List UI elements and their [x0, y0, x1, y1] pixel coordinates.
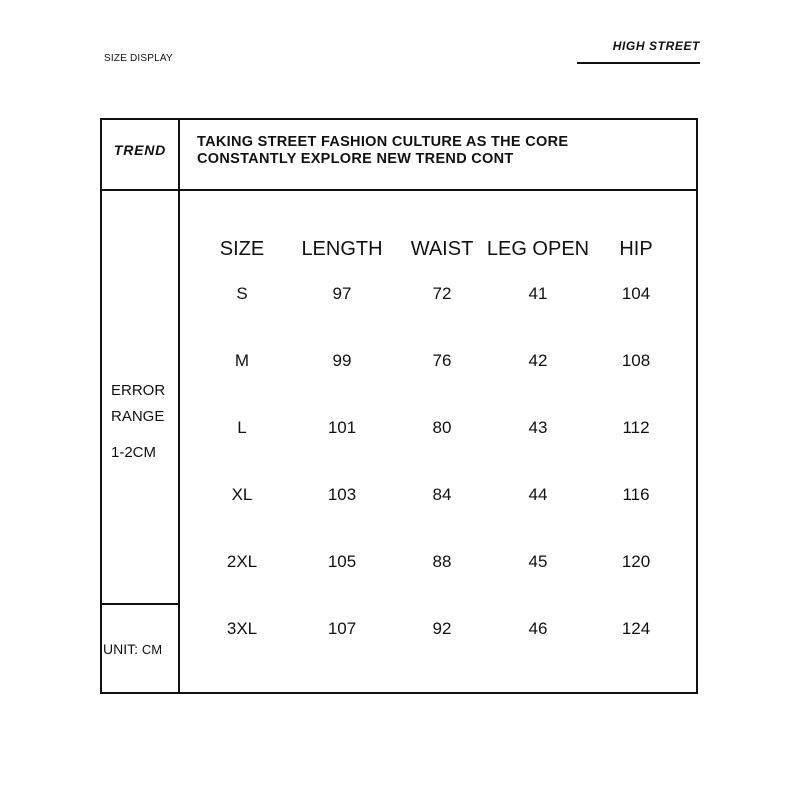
banner-divider [102, 189, 696, 191]
side-divider [102, 603, 178, 605]
slogan [197, 134, 568, 168]
brand-title: HIGH STREET [612, 39, 700, 53]
measurement-cell: 104 [621, 284, 651, 303]
measurement-cell: 92 [432, 619, 452, 638]
size-cell: M [234, 351, 250, 370]
column-header: LEG OPEN [486, 238, 590, 260]
size-cell: XL [231, 485, 253, 504]
unit-value: CM [141, 642, 163, 657]
size-cell: L [237, 418, 247, 437]
measurement-cell: 76 [432, 351, 452, 370]
vertical-divider [178, 120, 180, 692]
slogan-line-2: CONSTANTLY EXPLORE NEW TREND CONT [197, 151, 514, 167]
measurement-cell: 97 [332, 284, 352, 303]
unit-note [103, 641, 162, 657]
measurement-cell: 112 [622, 418, 650, 437]
slogan-line-1: TAKING STREET FASHION CULTURE AS THE CORE [197, 134, 569, 150]
size-cell: 3XL [226, 619, 258, 638]
measurement-cell: 116 [622, 485, 650, 504]
measurement-cell: 101 [327, 418, 357, 437]
error-label-1: ERROR [111, 382, 166, 399]
trend-tag: TREND [113, 142, 167, 158]
error-value: 1-2CM [111, 444, 157, 461]
unit-label: UNIT: [103, 641, 138, 657]
measurement-cell: 45 [528, 552, 548, 571]
column-header: SIZE [219, 238, 265, 260]
measurement-cell: 41 [528, 284, 548, 303]
measurement-cell: 107 [327, 619, 357, 638]
measurement-cell: 42 [528, 351, 548, 370]
measurement-cell: 44 [528, 485, 548, 504]
brand-underline [577, 62, 700, 64]
error-range [111, 378, 165, 466]
measurement-cell: 124 [621, 619, 651, 638]
measurement-cell: 108 [621, 351, 651, 370]
error-label-2: RANGE [111, 408, 165, 425]
size-cell: 2XL [226, 552, 258, 571]
measurement-cell: 84 [432, 485, 452, 504]
size-cell: S [236, 284, 248, 303]
column-header: HIP [619, 238, 653, 260]
measurement-cell: 105 [327, 552, 357, 571]
measurement-cell: 43 [528, 418, 548, 437]
size-chart-frame [100, 118, 698, 694]
measurement-cell: 88 [432, 552, 452, 571]
measurement-cell: 72 [432, 284, 452, 303]
column-header: WAIST [410, 238, 474, 260]
measurement-cell: 80 [432, 418, 452, 437]
measurement-cell: 46 [528, 619, 548, 638]
measurement-cell: 99 [332, 351, 352, 370]
measurement-cell: 103 [327, 485, 357, 504]
size-display-label: SIZE DISPLAY [104, 53, 173, 64]
measurement-cell: 120 [621, 552, 651, 571]
column-header: LENGTH [301, 238, 383, 260]
